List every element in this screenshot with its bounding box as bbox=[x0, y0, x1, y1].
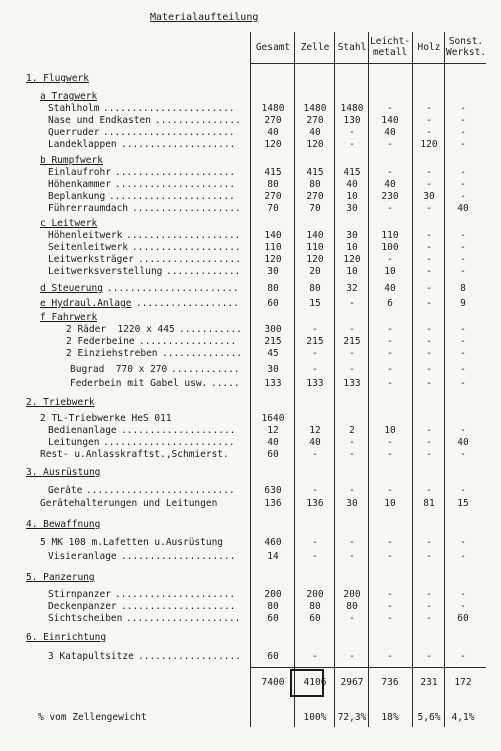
table-row bbox=[0, 466, 501, 479]
cell-leichtmetall: 140 bbox=[381, 115, 399, 126]
cell-zelle: - bbox=[312, 651, 318, 662]
table-row bbox=[0, 282, 501, 295]
col-header-gesamt: Gesamt bbox=[255, 42, 291, 53]
cell-gesamt: 80 bbox=[267, 179, 279, 190]
cell-zelle: - bbox=[312, 449, 318, 460]
cell-leichtmetall: - bbox=[387, 378, 393, 389]
cell-holz: - bbox=[426, 230, 432, 241]
cell-gesamt: 1640 bbox=[261, 413, 285, 424]
row-label: 1. Flugwerk bbox=[26, 73, 89, 84]
cell-leichtmetall: 10 bbox=[384, 498, 396, 509]
cell-zelle: 120 bbox=[306, 254, 324, 265]
cell-holz: - bbox=[426, 537, 432, 548]
table-row bbox=[0, 297, 501, 310]
cell-stahl: - bbox=[349, 651, 355, 662]
row-label: Bugrad 770 x 270 bbox=[70, 364, 168, 375]
cell-leichtmetall: 40 bbox=[384, 179, 396, 190]
cell-sonst: - bbox=[460, 127, 466, 138]
totals-row bbox=[0, 676, 501, 689]
cell-leichtmetall: - bbox=[387, 613, 393, 624]
cell-holz: - bbox=[426, 485, 432, 496]
cell-sonst: 40 bbox=[457, 203, 469, 214]
cell-holz: - bbox=[426, 378, 432, 389]
cell-holz: - bbox=[426, 115, 432, 126]
cell-gesamt: 136 bbox=[264, 498, 282, 509]
cell-leichtmetall: 10 bbox=[384, 425, 396, 436]
cell-zelle: - bbox=[312, 485, 318, 496]
row-label: 2 Federbeine bbox=[66, 336, 135, 347]
cell-holz: - bbox=[426, 425, 432, 436]
table-row bbox=[0, 484, 501, 497]
cell-zelle: 40 bbox=[309, 127, 321, 138]
cell-leichtmetall: - bbox=[387, 437, 393, 448]
row-label: Leitwerksträger bbox=[48, 254, 134, 265]
cell-sonst: - bbox=[460, 485, 466, 496]
leader-dots: .................... bbox=[121, 139, 236, 150]
cell-zelle: 80 bbox=[309, 283, 321, 294]
row-label: Deckenpanzer bbox=[48, 601, 117, 612]
leader-dots: .................... bbox=[121, 425, 236, 436]
cell-zelle: - bbox=[312, 537, 318, 548]
row-label: Leitungen bbox=[48, 437, 100, 448]
cell-stahl: 10 bbox=[346, 242, 358, 253]
cell-stahl: - bbox=[349, 298, 355, 309]
cell-leichtmetall: 40 bbox=[384, 283, 396, 294]
cell-stahl: - bbox=[349, 364, 355, 375]
cell-sonst: - bbox=[460, 242, 466, 253]
cell-holz: 30 bbox=[423, 191, 435, 202]
cell-stahl: - bbox=[349, 613, 355, 624]
cell-gesamt: 120 bbox=[264, 254, 282, 265]
cell-gesamt: 60 bbox=[267, 298, 279, 309]
leader-dots: ....................... bbox=[103, 437, 235, 448]
page-title: Materialaufteilung bbox=[150, 12, 259, 23]
row-label: a Tragwerk bbox=[40, 91, 98, 102]
cell-gesamt: 215 bbox=[264, 336, 282, 347]
total-leichtmetall: 736 bbox=[381, 677, 399, 688]
leader-dots: ..................... bbox=[115, 589, 236, 600]
cell-holz: 81 bbox=[423, 498, 435, 509]
cell-holz: - bbox=[426, 613, 432, 624]
leader-dots: ..................... bbox=[115, 167, 236, 178]
cell-stahl: 30 bbox=[346, 203, 358, 214]
cell-leichtmetall: - bbox=[387, 336, 393, 347]
cell-stahl: 415 bbox=[343, 167, 361, 178]
table-row bbox=[0, 612, 501, 625]
cell-stahl: 32 bbox=[346, 283, 358, 294]
row-label: Leitwerksverstellung bbox=[48, 266, 163, 277]
percent-sonst: 4,1% bbox=[451, 712, 475, 723]
cell-holz: - bbox=[426, 167, 432, 178]
cell-sonst: 15 bbox=[457, 498, 469, 509]
cell-holz: - bbox=[426, 324, 432, 335]
cell-zelle: 136 bbox=[306, 498, 324, 509]
cell-leichtmetall: 110 bbox=[381, 230, 399, 241]
leader-dots: .................... bbox=[121, 601, 236, 612]
total-zelle-box bbox=[290, 669, 324, 697]
cell-stahl: - bbox=[349, 139, 355, 150]
row-label: 5 MK 108 m.Lafetten u.Ausrüstung bbox=[40, 537, 224, 548]
cell-zelle: 110 bbox=[306, 242, 324, 253]
cell-leichtmetall: 100 bbox=[381, 242, 399, 253]
cell-gesamt: 80 bbox=[267, 283, 279, 294]
leader-dots: ..................... bbox=[115, 179, 236, 190]
cell-gesamt: 30 bbox=[267, 364, 279, 375]
leader-dots: ................... bbox=[132, 242, 241, 253]
leader-dots: .................... bbox=[121, 551, 236, 562]
cell-gesamt: 270 bbox=[264, 191, 282, 202]
cell-leichtmetall: - bbox=[387, 203, 393, 214]
cell-holz: - bbox=[426, 551, 432, 562]
leader-dots: ............ bbox=[171, 364, 240, 375]
table-row bbox=[0, 363, 501, 376]
table-row bbox=[0, 550, 501, 563]
row-label: Nase und Endkasten bbox=[48, 115, 151, 126]
row-label: Stahlholm bbox=[48, 103, 100, 114]
cell-zelle: 140 bbox=[306, 230, 324, 241]
leader-dots: .................... bbox=[126, 613, 241, 624]
cell-holz: - bbox=[426, 348, 432, 359]
row-label: b Rumpfwerk bbox=[40, 155, 103, 166]
cell-holz: 120 bbox=[420, 139, 438, 150]
cell-holz: - bbox=[426, 283, 432, 294]
cell-leichtmetall: - bbox=[387, 651, 393, 662]
row-label: Höhenleitwerk bbox=[48, 230, 123, 241]
cell-zelle: - bbox=[312, 364, 318, 375]
cell-leichtmetall: - bbox=[387, 254, 393, 265]
cell-sonst: - bbox=[460, 378, 466, 389]
cell-zelle: - bbox=[312, 324, 318, 335]
col-header-sonst bbox=[446, 36, 486, 58]
cell-leichtmetall: 10 bbox=[384, 266, 396, 277]
cell-leichtmetall: - bbox=[387, 537, 393, 548]
cell-sonst: - bbox=[460, 537, 466, 548]
cell-zelle: 215 bbox=[306, 336, 324, 347]
cell-gesamt: 133 bbox=[264, 378, 282, 389]
cell-stahl: - bbox=[349, 551, 355, 562]
cell-stahl: - bbox=[349, 324, 355, 335]
cell-leichtmetall: - bbox=[387, 485, 393, 496]
cell-stahl: 133 bbox=[343, 378, 361, 389]
row-label: Führerraumdach bbox=[48, 203, 129, 214]
cell-zelle: 200 bbox=[306, 589, 324, 600]
row-label: Seitenleitwerk bbox=[48, 242, 129, 253]
percent-holz: 5,6% bbox=[417, 712, 441, 723]
cell-holz: - bbox=[426, 336, 432, 347]
cell-zelle: 80 bbox=[309, 179, 321, 190]
cell-stahl: 10 bbox=[346, 191, 358, 202]
row-label: 3. Ausrüstung bbox=[26, 467, 101, 478]
row-label: e Hydraul.Anlage bbox=[40, 298, 132, 309]
cell-sonst: 40 bbox=[457, 437, 469, 448]
cell-stahl: - bbox=[349, 127, 355, 138]
row-label: Querruder bbox=[48, 127, 100, 138]
cell-leichtmetall: 230 bbox=[381, 191, 399, 202]
cell-stahl: 215 bbox=[343, 336, 361, 347]
cell-gesamt: 1480 bbox=[261, 103, 285, 114]
cell-sonst: - bbox=[460, 348, 466, 359]
cell-stahl: 30 bbox=[346, 230, 358, 241]
leader-dots: ....................... bbox=[103, 127, 235, 138]
row-label: Beplankung bbox=[48, 191, 106, 202]
leader-dots: ................... bbox=[132, 203, 241, 214]
cell-leichtmetall: - bbox=[387, 348, 393, 359]
leader-dots: ........... bbox=[179, 324, 242, 335]
cell-holz: - bbox=[426, 127, 432, 138]
cell-gesamt: 200 bbox=[264, 589, 282, 600]
cell-leichtmetall: - bbox=[387, 167, 393, 178]
cell-gesamt: 60 bbox=[267, 613, 279, 624]
cell-sonst: - bbox=[460, 179, 466, 190]
total-sonst: 172 bbox=[454, 677, 472, 688]
cell-stahl: - bbox=[349, 449, 355, 460]
cell-gesamt: 30 bbox=[267, 266, 279, 277]
cell-stahl: 80 bbox=[346, 601, 358, 612]
cell-gesamt: 110 bbox=[264, 242, 282, 253]
cell-sonst: - bbox=[460, 364, 466, 375]
table-row bbox=[0, 202, 501, 215]
cell-zelle: 15 bbox=[309, 298, 321, 309]
cell-zelle: 270 bbox=[306, 115, 324, 126]
cell-sonst: - bbox=[460, 230, 466, 241]
cell-holz: - bbox=[426, 298, 432, 309]
cell-sonst: 60 bbox=[457, 613, 469, 624]
leader-dots: ....................... bbox=[107, 283, 239, 294]
cell-gesamt: 120 bbox=[264, 139, 282, 150]
table-row bbox=[0, 650, 501, 663]
cell-holz: - bbox=[426, 254, 432, 265]
row-label: Landeklappen bbox=[48, 139, 117, 150]
cell-gesamt: 630 bbox=[264, 485, 282, 496]
cell-leichtmetall: 6 bbox=[387, 298, 393, 309]
row-label: 2. Triebwerk bbox=[26, 397, 95, 408]
row-label: c Leitwerk bbox=[40, 218, 98, 229]
cell-gesamt: 300 bbox=[264, 324, 282, 335]
cell-zelle: 12 bbox=[309, 425, 321, 436]
leader-dots: ............. bbox=[166, 266, 241, 277]
cell-leichtmetall: - bbox=[387, 589, 393, 600]
cell-sonst: - bbox=[460, 191, 466, 202]
cell-zelle: 120 bbox=[306, 139, 324, 150]
leader-dots: .................... bbox=[126, 230, 241, 241]
col-header-leichtmetall bbox=[370, 36, 410, 58]
cell-stahl: 1480 bbox=[340, 103, 364, 114]
row-label: Rest- u.Anlasskraftst.,Schmierst. bbox=[40, 449, 229, 460]
cell-sonst: - bbox=[460, 551, 466, 562]
leader-dots: ..... bbox=[211, 378, 240, 389]
cell-stahl: - bbox=[349, 537, 355, 548]
cell-sonst: - bbox=[460, 449, 466, 460]
cell-stahl: 40 bbox=[346, 179, 358, 190]
table-row bbox=[0, 72, 501, 85]
cell-sonst: 8 bbox=[460, 283, 466, 294]
totals-rule bbox=[250, 667, 486, 668]
table-row bbox=[0, 265, 501, 278]
cell-gesamt: 60 bbox=[267, 651, 279, 662]
cell-gesamt: 14 bbox=[267, 551, 279, 562]
cell-stahl: 2 bbox=[349, 425, 355, 436]
leader-dots: .......................... bbox=[86, 485, 235, 496]
cell-zelle: 133 bbox=[306, 378, 324, 389]
cell-zelle: 415 bbox=[306, 167, 324, 178]
cell-leichtmetall: - bbox=[387, 449, 393, 460]
total-stahl: 2967 bbox=[340, 677, 364, 688]
row-label: Geräte bbox=[48, 485, 83, 496]
table-row bbox=[0, 518, 501, 531]
cell-holz: - bbox=[426, 179, 432, 190]
cell-gesamt: 12 bbox=[267, 425, 279, 436]
table-row bbox=[0, 396, 501, 409]
cell-gesamt: 45 bbox=[267, 348, 279, 359]
table-row bbox=[0, 536, 501, 549]
table-row bbox=[0, 377, 501, 390]
cell-gesamt: 40 bbox=[267, 437, 279, 448]
cell-holz: - bbox=[426, 449, 432, 460]
row-label: 6. Einrichtung bbox=[26, 632, 107, 643]
row-label: 2 Räder 1220 x 445 bbox=[66, 324, 175, 335]
total-gesamt: 7400 bbox=[261, 677, 285, 688]
row-label: Federbein mit Gabel usw. bbox=[70, 378, 208, 389]
cell-zelle: 270 bbox=[306, 191, 324, 202]
cell-sonst: - bbox=[460, 601, 466, 612]
cell-sonst: - bbox=[460, 167, 466, 178]
col-header-sonst-line2: Werkst. bbox=[446, 47, 487, 58]
row-label: Bedienanlage bbox=[48, 425, 117, 436]
cell-zelle: 20 bbox=[309, 266, 321, 277]
percent-leichtmetall: 18% bbox=[381, 712, 399, 723]
cell-gesamt: 60 bbox=[267, 449, 279, 460]
cell-gesamt: 40 bbox=[267, 127, 279, 138]
col-header-sonst-line1: Sonst. bbox=[448, 36, 484, 47]
cell-gesamt: 140 bbox=[264, 230, 282, 241]
leader-dots: .................. bbox=[138, 651, 241, 662]
cell-stahl: 130 bbox=[343, 115, 361, 126]
cell-holz: - bbox=[426, 364, 432, 375]
cell-holz: - bbox=[426, 242, 432, 253]
cell-gesamt: 415 bbox=[264, 167, 282, 178]
col-header-leichtmetall-line2: metall bbox=[372, 47, 408, 58]
row-label: d Steuerung bbox=[40, 283, 103, 294]
cell-holz: - bbox=[426, 437, 432, 448]
row-label: 4. Bewaffnung bbox=[26, 519, 101, 530]
cell-leichtmetall: - bbox=[387, 364, 393, 375]
cell-sonst: - bbox=[460, 115, 466, 126]
cell-sonst: 9 bbox=[460, 298, 466, 309]
cell-holz: - bbox=[426, 266, 432, 277]
cell-sonst: - bbox=[460, 589, 466, 600]
leader-dots: .................. bbox=[136, 298, 239, 309]
percent-label: % vom Zellengewicht bbox=[38, 712, 147, 723]
col-header-zelle: Zelle bbox=[300, 42, 330, 53]
cell-sonst: - bbox=[460, 254, 466, 265]
cell-zelle: 60 bbox=[309, 613, 321, 624]
cell-leichtmetall: - bbox=[387, 103, 393, 114]
header-rule bbox=[250, 63, 486, 64]
table-row bbox=[0, 138, 501, 151]
cell-zelle: 40 bbox=[309, 437, 321, 448]
cell-holz: - bbox=[426, 601, 432, 612]
cell-stahl: 120 bbox=[343, 254, 361, 265]
row-label: 5. Panzerung bbox=[26, 572, 95, 583]
cell-gesamt: 80 bbox=[267, 601, 279, 612]
row-label: Visieranlage bbox=[48, 551, 117, 562]
total-holz: 231 bbox=[420, 677, 438, 688]
cell-stahl: 10 bbox=[346, 266, 358, 277]
leader-dots: ...................... bbox=[109, 191, 235, 202]
total-zelle: 4106 bbox=[303, 677, 327, 688]
cell-sonst: - bbox=[460, 425, 466, 436]
cell-gesamt: 460 bbox=[264, 537, 282, 548]
cell-zelle: 70 bbox=[309, 203, 321, 214]
leader-dots: ....................... bbox=[103, 103, 235, 114]
cell-sonst: - bbox=[460, 651, 466, 662]
table-row bbox=[0, 497, 501, 510]
cell-zelle: 80 bbox=[309, 601, 321, 612]
cell-gesamt: 270 bbox=[264, 115, 282, 126]
cell-sonst: - bbox=[460, 336, 466, 347]
percent-zelle: 100% bbox=[303, 712, 327, 723]
cell-zelle: - bbox=[312, 551, 318, 562]
cell-holz: - bbox=[426, 589, 432, 600]
cell-stahl: - bbox=[349, 437, 355, 448]
leader-dots: .................. bbox=[138, 254, 241, 265]
cell-zelle: 1480 bbox=[303, 103, 327, 114]
leader-dots: ................. bbox=[139, 336, 237, 347]
cell-sonst: - bbox=[460, 266, 466, 277]
row-label: Stirnpanzer bbox=[48, 589, 111, 600]
row-label: 3 Katapultsitze bbox=[48, 651, 134, 662]
row-label: f Fahrwerk bbox=[40, 312, 98, 323]
table-row bbox=[0, 631, 501, 644]
row-label: Sichtscheiben bbox=[48, 613, 123, 624]
row-label: Höhenkammer bbox=[48, 179, 111, 190]
row-label: 2 TL-Triebwerke HeS 011 bbox=[40, 413, 172, 424]
cell-holz: - bbox=[426, 651, 432, 662]
cell-leichtmetall: - bbox=[387, 551, 393, 562]
row-label: Einlaufrohr bbox=[48, 167, 111, 178]
col-header-stahl: Stahl bbox=[337, 42, 367, 53]
cell-leichtmetall: - bbox=[387, 139, 393, 150]
cell-gesamt: 70 bbox=[267, 203, 279, 214]
cell-stahl: 30 bbox=[346, 498, 358, 509]
cell-holz: - bbox=[426, 203, 432, 214]
cell-leichtmetall: 40 bbox=[384, 127, 396, 138]
table-row bbox=[0, 347, 501, 360]
cell-leichtmetall: - bbox=[387, 601, 393, 612]
cell-stahl: 200 bbox=[343, 589, 361, 600]
cell-stahl: - bbox=[349, 348, 355, 359]
table-row bbox=[0, 571, 501, 584]
percent-stahl: 72,3% bbox=[337, 712, 367, 723]
leader-dots: .............. bbox=[162, 348, 243, 359]
cell-holz: - bbox=[426, 103, 432, 114]
leader-dots: ............... bbox=[155, 115, 241, 126]
table-row bbox=[0, 448, 501, 461]
cell-leichtmetall: - bbox=[387, 324, 393, 335]
cell-stahl: - bbox=[349, 485, 355, 496]
cell-sonst: - bbox=[460, 103, 466, 114]
col-header-leichtmetall-line1: Leicht- bbox=[370, 36, 411, 47]
cell-sonst: - bbox=[460, 139, 466, 150]
cell-zelle: - bbox=[312, 348, 318, 359]
row-label: Gerätehalterungen und Leitungen bbox=[40, 498, 218, 509]
col-header-holz: Holz bbox=[417, 42, 441, 53]
row-label: 2 Einziehstreben bbox=[66, 348, 158, 359]
cell-sonst: - bbox=[460, 324, 466, 335]
